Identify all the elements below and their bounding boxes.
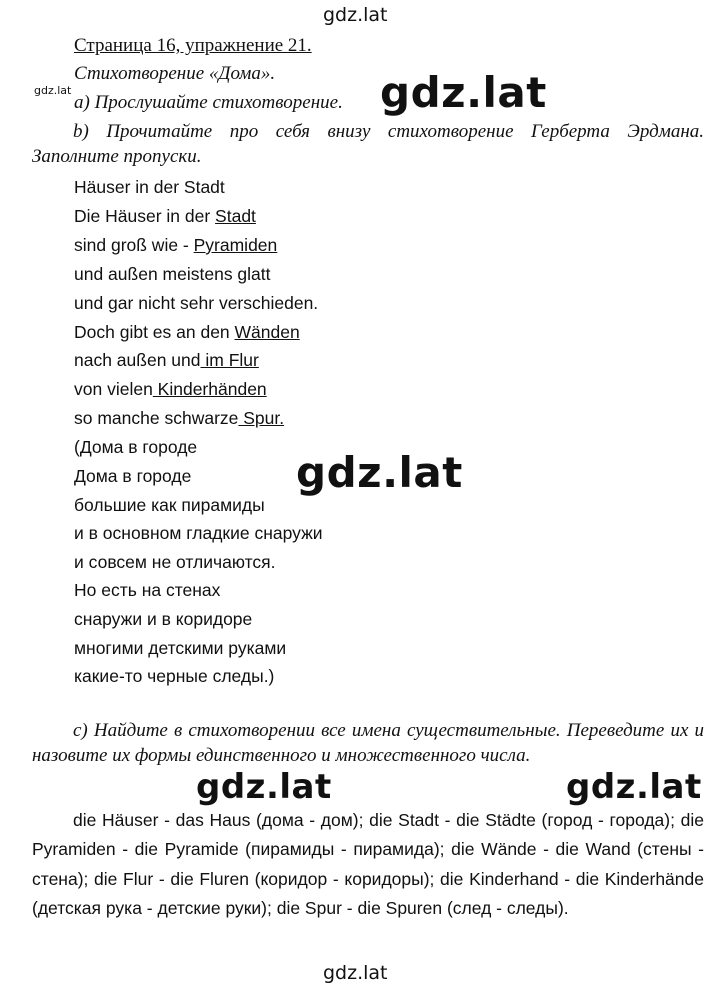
poem-text: von vielen (74, 379, 153, 399)
poem-line (74, 408, 284, 429)
poem-line: und außen meistens glatt (74, 264, 271, 284)
watermark-large: gdz.lat (296, 448, 463, 497)
watermark-top: gdz.lat (323, 4, 388, 26)
translation-line: большие как пирамиды (74, 495, 265, 515)
poem-text: nach außen und (74, 350, 201, 370)
translation-line: Дома в городе (74, 466, 192, 486)
watermark-large: gdz.lat (566, 767, 702, 807)
watermark-large: gdz.lat (196, 767, 332, 807)
task-b: b) Прочитайте про себя внизу стихотворение Герберта Эрдмана. Заполните пропуски. (32, 121, 704, 167)
translation-line: снаружи и в коридоре (74, 609, 253, 629)
task-a: a) Прослушайте стихотворение. (74, 92, 343, 113)
translation-line: какие-то черные следы.) (74, 666, 275, 686)
page-title: Страница 16, упражнение 21. (74, 35, 312, 56)
poem-text: so manche schwarze (74, 408, 239, 428)
poem-filled-blank: Wänden (234, 322, 300, 342)
task-c: c) Найдите в стихотворении все имена существительные. Переведите их и назовите их формы единственного и множественного числа. (32, 720, 704, 766)
poem-filled-blank: im Flur (200, 350, 259, 370)
answer-text: die Häuser - das Haus (дома - дом); die Stadt - die Städte (город - города); die Pyramiden - die Pyramide (пирамиды - пирамида); die Wände - die Wand (стены - стена); die Flur - die Fluren (коридор - коридоры); die Kinderhand - die Kinderhände (детская рука - детские руки); die Spur - die Spuren (след - следы). (32, 810, 704, 918)
poem-line: und gar nicht sehr verschieden. (74, 293, 319, 313)
watermark-large: gdz.lat (380, 68, 547, 117)
translation-line: и в основном гладкие снаружи (74, 523, 323, 543)
translation-line: и совсем не отличаются. (74, 552, 276, 572)
poem-line (74, 322, 300, 343)
poem-line (74, 350, 259, 371)
poem-line (74, 206, 256, 227)
poem-filled-blank: Spur. (238, 408, 285, 428)
poem-text: Doch gibt es an den (74, 322, 235, 342)
translation-line: (Дома в городе (74, 437, 198, 457)
exercise-subtitle: Стихотворение «Дома». (74, 63, 276, 84)
poem-filled-blank: Kinderhänden (152, 379, 267, 399)
poem-filled-blank: Stadt (215, 206, 256, 226)
translation-line: Но есть на стенах (74, 580, 221, 600)
watermark-small: gdz.lat (34, 84, 72, 97)
poem-title: Häuser in der Stadt (74, 177, 225, 197)
poem-line (74, 235, 277, 256)
poem-text: sind groß wie - (74, 235, 194, 255)
poem-filled-blank: Pyramiden (193, 235, 278, 255)
watermark-bottom: gdz.lat (323, 962, 388, 984)
poem-text: Die Häuser in der (74, 206, 216, 226)
poem-line (74, 379, 267, 400)
translation-line: многими детскими руками (74, 638, 287, 658)
